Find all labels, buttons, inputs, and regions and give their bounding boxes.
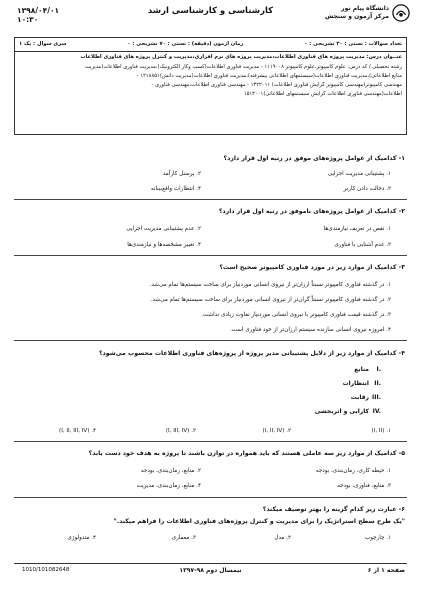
q4-item-numeral: III. bbox=[372, 394, 381, 401]
questions-count: تعداد سوالات : تستی : ۳۰ تشریحی : ۰ bbox=[304, 41, 402, 47]
q4-option-1[interactable]: ۱. (I, II) bbox=[371, 428, 391, 434]
q2-option-1[interactable]: ۱. نقص در تعریف نیازمندی‌ها bbox=[323, 226, 391, 232]
exam-title: کارشناسی و کارشناسی ارشد bbox=[147, 6, 274, 16]
q4-item-2: انتظارات bbox=[342, 380, 369, 387]
q5-option-1[interactable]: ۱. حیطه کاری، زمان‌بندی، بودجه bbox=[315, 468, 391, 474]
q1-option-3[interactable]: ۳. دخالت دادن کاربر bbox=[343, 186, 391, 192]
q6-option-1[interactable]: ۱. چارچوب bbox=[364, 535, 391, 541]
q3-option-1[interactable]: ۱. در گذشته فناوری کامپیوتر نسبتاً ارزان‌تر از نیروی انسانی موردنیاز برای ساخت سیستم‌ها تمام می‌شد. bbox=[149, 282, 391, 288]
field-of-study-line-2: منابع اطلاعاتی)،مدیریت فناوری اطلاعات(سیستمهای اطلاعاتی پیشرفته)،مدیریت فناوری اطلاعات(مدیریت دانش)۱۲۱۸۸۵۱ - bbox=[136, 73, 402, 79]
q5-option-3[interactable]: ۳. منابع، فناوری، بودجه bbox=[337, 483, 391, 489]
question-1: ۱- کدامیک از عوامل پروژه‌های موفق در رتبه اول قرار دارد؟ bbox=[223, 155, 405, 162]
footer-divider bbox=[14, 563, 407, 564]
q4-option-2[interactable]: ۲. (I, II, IV) bbox=[262, 428, 291, 434]
document-code: 1010/101082648 bbox=[22, 567, 70, 573]
question-divider bbox=[14, 497, 407, 498]
q3-option-2[interactable]: ۲. در گذشته فناوری کامپیوتر نسبتاً گران‌تر از نیروی انسانی موردنیاز برای ساخت سیستم‌ها تمام می‌شد. bbox=[150, 297, 391, 303]
question-6: ۶- عبارت زیر کدام گزینه را بهتر توصیف میکند؟ bbox=[262, 506, 405, 513]
question-divider bbox=[14, 441, 407, 442]
q4-item-1 bbox=[354, 366, 369, 373]
page-footer bbox=[0, 563, 421, 583]
q4-item-3: رقابت bbox=[350, 394, 369, 401]
exam-info-box bbox=[14, 37, 407, 135]
q4-option-4[interactable]: ۴. (I, II, III, IV) bbox=[59, 428, 96, 434]
question-5: ۵- کدامیک از موارد زیر سه عاملی هستند که باید همواره در توازن باشند تا پروژه به هدف خود دست یابد؟ bbox=[88, 450, 405, 457]
q4-item-numeral: I. bbox=[376, 366, 381, 373]
q6-option-2[interactable]: ۲. مدل bbox=[274, 535, 291, 541]
university-logo bbox=[325, 4, 410, 22]
header bbox=[0, 0, 421, 36]
exam-date: ۱۳۹۸/۰۴/۰۱ bbox=[17, 6, 60, 15]
q1-option-2[interactable]: ۲. پرسنل کارآمد bbox=[162, 171, 201, 177]
q4-item-label: منابع bbox=[354, 366, 369, 373]
question-divider bbox=[14, 340, 407, 341]
field-of-study-line-4: اطلاعات(مهندسی فناوری اطلاعات گرایش سیستمهای اطلاعاتی)۱۵۱۳۰۰۱ bbox=[243, 91, 402, 97]
q6-option-3[interactable]: ۳. معماری bbox=[171, 535, 196, 541]
q4-item-numeral: II. bbox=[374, 380, 381, 387]
field-of-study-line-3: مهندسی کامپیوتر(مهندسی کامپیوتر گرایش فناوری اطلاعات) ۱۳۲۲۰۱۱ - مهندسی فناوری اطلاعات،مهندسی فناوری - bbox=[151, 82, 402, 88]
q5-option-4[interactable]: ۴. منابع، زمان‌بندی، مدیریت bbox=[136, 483, 201, 489]
info-divider bbox=[15, 51, 406, 52]
question-series: سری سوال : یک ۱ bbox=[19, 41, 67, 47]
q6-option-4[interactable]: ۴. متدولوژی bbox=[67, 535, 96, 541]
q1-option-1[interactable]: ۱. پشتیبانی مدیریت اجرایی bbox=[327, 171, 391, 177]
question-6-quote: "یک طرح سطح استراتژیک را برای مدیریت و کنترل پروژه‌های فناوری اطلاعات را فراهم میکند." bbox=[113, 518, 405, 525]
exam-time: ۱۰:۳۰ bbox=[17, 15, 39, 24]
course-title: عنــوان درس: مدیریت پروژه های فناوری اطلاعات،مدیریت پروژه های نرم افزاری،مدیریت و کنترل پروژه های فناوری اطلاعات bbox=[80, 54, 402, 60]
question-3: ۳- کدامیک از موارد زیر در مورد فناوری کامپیوتر صحیح است؟ bbox=[219, 264, 405, 271]
q4-option-3[interactable]: ۳. (I, III, IV) bbox=[165, 428, 196, 434]
q2-option-2[interactable]: ۲. عدم پشتیبانی مدیریت اجرایی bbox=[126, 226, 201, 232]
university-emblem-icon bbox=[392, 4, 410, 22]
question-2: ۲- کدامیک از عوامل پروژه‌های ناموفق در رتبه اول قرار دارد؟ bbox=[218, 208, 405, 215]
q3-option-4[interactable]: ۴. امروزه نیروی انسانی سازنده سیستم ارزان‌تر از خود فناوری است. bbox=[230, 327, 391, 333]
question-4: ۴- کدامیک از موارد زیر از دلایل پشتیبانی مدیر پروژه از پروژه‌های فناوری اطلاعات محسوب می‌شود؟ bbox=[99, 350, 405, 357]
field-of-study-line-1: رشته تحصیلی / کد درس: علوم کامپیوتر،علوم کامپیوتر ۱۱۱۹۰۰۸ - مدیریت فناوری اطلاعات(کسب وکار الکترونیک)،مدیریت فناوری اطلاعات(مدیریت bbox=[84, 64, 402, 70]
university-name: دانشگاه پیام نور bbox=[341, 5, 389, 12]
exam-duration: زمان آزمون (دقیقه) : تستی : ۷۰ تشریحی : ۰ bbox=[127, 41, 244, 47]
q2-option-3[interactable]: ۳. عدم آشنایی با فناوری bbox=[334, 242, 391, 248]
q2-option-4[interactable]: ۴. تغییر مشخصه‌ها و نیازمندی‌ها bbox=[127, 242, 201, 248]
semester: نیمسال دوم ۹۸-۱۳۹۷ bbox=[179, 567, 242, 574]
question-divider bbox=[14, 199, 407, 200]
q1-option-4[interactable]: ۴. انتظارات واقع‌بینانه bbox=[150, 186, 201, 192]
page-number: صفحه ۱ از ۶ bbox=[367, 567, 405, 574]
exam-center: مرکز آزمون و سنجش bbox=[325, 13, 389, 20]
q5-option-2[interactable]: ۲. منابع، زمان‌بندی، بودجه bbox=[140, 468, 201, 474]
q3-option-3[interactable]: ۳. در گذشته قیمت فناوری کامپیوتر با نیروی انسانی موردنیاز تفاوت زیادی نداشت. bbox=[201, 312, 391, 318]
q4-item-numeral: IV. bbox=[372, 408, 381, 415]
q4-item-4: کارایی و اثربخشی bbox=[314, 408, 369, 415]
question-divider bbox=[14, 255, 407, 256]
